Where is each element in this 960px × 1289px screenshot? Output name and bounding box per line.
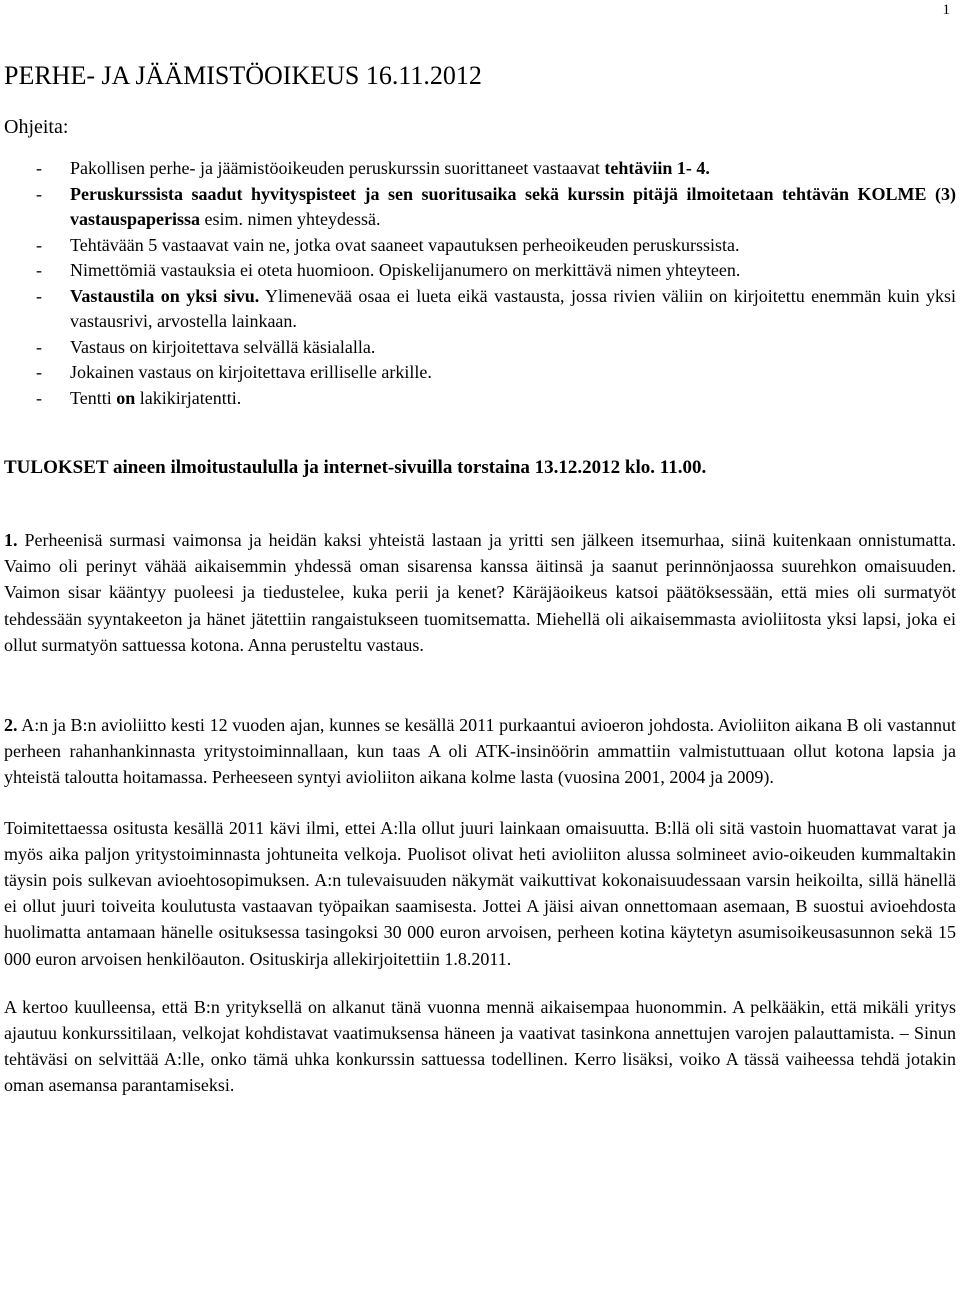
question-2-paragraph-2: Toimitettaessa ositusta kesällä 2011 kävi ilmi, ettei A:lla ollut juuri lainkaan omaisuutta. B:llä oli sitä vastoin huomattavat varat ja myös aika paljon yritystoiminnasta johtuneita velkoja. Puolisot olivat heti avioliiton alussa solmineet avio-oikeuden kummaltakin täysin pois sulkevan avioehtosopimuksen. A:n tulevaisuuden näkymät vaikuttivat kokonaisuudessaan varsin heikoilta, sillä hänellä ei ollut juuri toiveita koulutusta vastaavan työpaikan saamisesta. Jottei A jäisi aivan onnettomaan asemaan, B suostui avioehdosta huolimatta antamaan hänelle osituksessa tasingoksi 30 000 euron arvoisen, perheen kotina käytetyn asumisoikeusasunnon sekä 15 000 euron arvoisen henkilöauton. Osituskirja allekirjoitettiin 1.8.2011. xyxy=(4,817,956,969)
instruction-item xyxy=(4,386,956,412)
list-dash: - xyxy=(36,336,42,357)
instruction-text: Vastaus on kirjoitettava selvällä käsialalla. xyxy=(70,336,376,357)
list-dash: - xyxy=(36,234,42,255)
question-2-number: 2. xyxy=(4,715,18,736)
instruction-text: lakikirjatentti. xyxy=(135,387,242,408)
question-2-paragraph-3: A kertoo kuulleensa, että B:n yrityksellä on alkanut tänä vuonna mennä aikaisempaa huonommin. A pelkääkin, että mikäli yritys ajautuu konkurssitilaan, velkojat kohdistavat vaatimuksensa häneen ja vaativat tasinkona annettujen varojen palauttamista. – Sinun tehtäväsi on selvittää A:lle, onko tämä uhka konkurssin sattuessa todellinen. Kerro lisäksi, voiko A tässä vaiheessa tehdä jotakin oman asemansa parantamiseksi. xyxy=(4,996,956,1096)
instruction-bold-text: Peruskurssista saadut hyvityspisteet ja sen suoritusaika sekä kurssin pitäjä ilmoitetaan tehtävän KOLME (3) vastauspaperissa xyxy=(70,183,956,229)
instruction-text: Tentti xyxy=(70,387,117,408)
instruction-text: esim. nimen yhteydessä. xyxy=(200,209,381,229)
instruction-item xyxy=(4,335,956,361)
instruction-item xyxy=(4,284,956,335)
instruction-text: Pakollisen perhe- ja jäämistöoikeuden peruskurssin suorittaneet vastaavat xyxy=(70,158,605,178)
instruction-item xyxy=(4,182,956,233)
page-number: 1 xyxy=(942,2,950,18)
list-dash: - xyxy=(36,362,42,382)
question-1 xyxy=(4,527,956,658)
list-dash: - xyxy=(36,387,42,408)
question-1-text: Perheenisä surmasi vaimonsa ja heidän kaksi yhteistä lastaan ja yritti sen jälkeen itsemurhaa, siinä kuitenkaan onnistumatta. Vaimo oli perinyt vähää aikaisemmin yhdessä oman sisarensa kanssa äitinsä ja saanut perinnönjaossa suurehkon omaisuuden. Vaimon sisar kääntyy puoleesi ja tiedustelee, kuka perii ja kenet? Käräjäoikeus katsoi päätöksessään, että mies oli surmatyöt tehdessään syyntakeeton ja hänet jätettiin rangaistukseen tuomitsematta. Miehellä oli aikaisemmasta avioliitosta yksi lapsi, joka ei ollut surmatyön sattuessa kotona. Anna perusteltu vastaus. xyxy=(4,530,956,655)
list-dash: - xyxy=(36,183,42,204)
instruction-bold-text: tehtäviin 1- 4. xyxy=(604,158,710,178)
instruction-item xyxy=(4,233,956,259)
instruction-text: Ylimenevää osaa ei lueta eikä vastausta, jossa rivien väliin on kirjoitettu enemmän kuin yksi vastausrivi, arvostella lainkaan. xyxy=(70,285,956,331)
results-announcement: TULOKSET aineen ilmoitustaululla ja internet-sivuilla torstaina 13.12.2012 klo. 11.00. xyxy=(4,457,707,478)
list-dash: - xyxy=(36,158,42,178)
instruction-text: Jokainen vastaus on kirjoitettava erilliselle arkille. xyxy=(70,362,432,382)
question-2-paragraph-1 xyxy=(4,712,956,791)
instruction-text: Nimettömiä vastauksia ei oteta huomioon. Opiskelijanumero on merkittävä nimen yhteyteen. xyxy=(70,260,741,280)
question-2-text-1: A:n ja B:n avioliitto kesti 12 vuoden ajan, kunnes se kesällä 2011 purkaantui avioeron johdosta. Avioliiton aikana B oli vastannut perheen rahanhankinnasta yritystoiminnallaan, kun taas A oli ATK-insinöörin ammattiin valmistuttuaan ollut kotona lapsia ja yhteistä taloutta hoitamassa. Perheeseen syntyi avioliiton aikana kolme lasta (vuosina 2001, 2004 ja 2009). xyxy=(4,715,956,788)
instruction-item xyxy=(4,258,956,284)
list-dash: - xyxy=(36,285,42,306)
instruction-item xyxy=(4,156,956,182)
page-title: PERHE- JA JÄÄMISTÖOIKEUS 16.11.2012 xyxy=(4,61,482,90)
question-1-number: 1. xyxy=(4,530,18,550)
instruction-bold-text: on xyxy=(116,387,136,408)
instructions-list xyxy=(4,156,956,411)
document-body xyxy=(4,60,956,1099)
instruction-text: Tehtävään 5 vastaavat vain ne, jotka ovat saaneet vapautuksen perheoikeuden peruskurssista. xyxy=(70,234,740,255)
instruction-bold-text: Vastaustila on yksi sivu. xyxy=(70,285,260,306)
list-dash: - xyxy=(36,260,42,280)
instruction-item xyxy=(4,360,956,386)
instructions-heading: Ohjeita: xyxy=(4,116,69,138)
